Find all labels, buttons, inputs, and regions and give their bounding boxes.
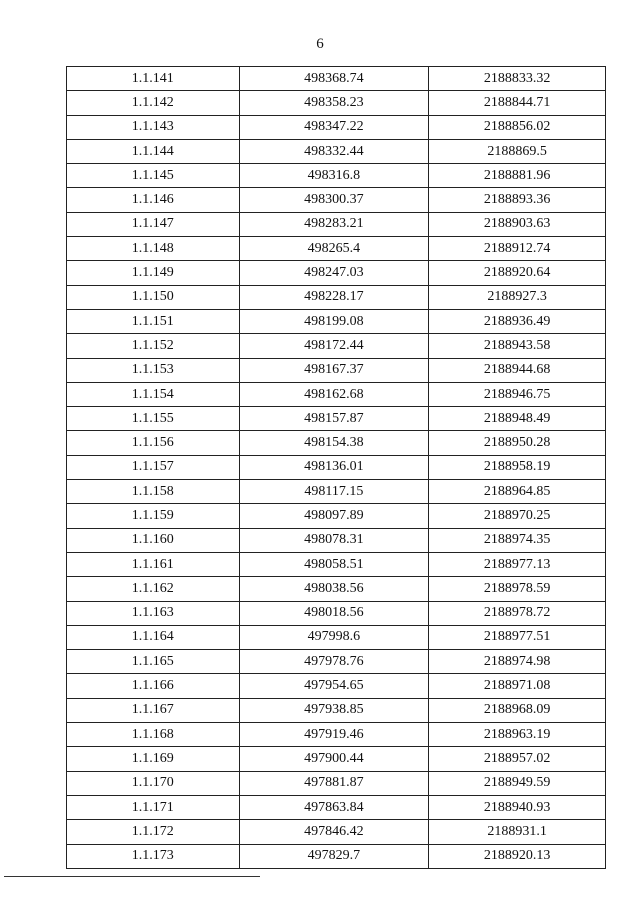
table-row xyxy=(67,188,606,212)
table-row xyxy=(67,67,606,91)
x-coordinate-cell: 498199.08 xyxy=(239,309,429,333)
point-id-cell: 1.1.154 xyxy=(67,382,240,406)
point-id-cell: 1.1.169 xyxy=(67,747,240,771)
x-coordinate-cell: 498347.22 xyxy=(239,115,429,139)
point-id-cell: 1.1.171 xyxy=(67,795,240,819)
point-id-cell: 1.1.157 xyxy=(67,455,240,479)
point-id-cell: 1.1.151 xyxy=(67,309,240,333)
point-id-cell: 1.1.158 xyxy=(67,480,240,504)
x-coordinate-cell: 498078.31 xyxy=(239,528,429,552)
x-coordinate-cell: 497938.85 xyxy=(239,698,429,722)
x-coordinate-cell: 497998.6 xyxy=(239,625,429,649)
point-id-cell: 1.1.147 xyxy=(67,212,240,236)
y-coordinate-cell: 2188974.35 xyxy=(429,528,606,552)
x-coordinate-cell: 498172.44 xyxy=(239,334,429,358)
y-coordinate-cell: 2188912.74 xyxy=(429,237,606,261)
table-row xyxy=(67,577,606,601)
x-coordinate-cell: 498117.15 xyxy=(239,480,429,504)
point-id-cell: 1.1.165 xyxy=(67,650,240,674)
x-coordinate-cell: 497900.44 xyxy=(239,747,429,771)
y-coordinate-cell: 2188977.51 xyxy=(429,625,606,649)
y-coordinate-cell: 2188950.28 xyxy=(429,431,606,455)
x-coordinate-cell: 498136.01 xyxy=(239,455,429,479)
point-id-cell: 1.1.159 xyxy=(67,504,240,528)
point-id-cell: 1.1.148 xyxy=(67,237,240,261)
point-id-cell: 1.1.144 xyxy=(67,139,240,163)
x-coordinate-cell: 498157.87 xyxy=(239,407,429,431)
table-row xyxy=(67,552,606,576)
table-row xyxy=(67,771,606,795)
point-id-cell: 1.1.167 xyxy=(67,698,240,722)
y-coordinate-cell: 2188963.19 xyxy=(429,723,606,747)
table-row xyxy=(67,674,606,698)
y-coordinate-cell: 2188943.58 xyxy=(429,334,606,358)
point-id-cell: 1.1.173 xyxy=(67,844,240,868)
y-coordinate-cell: 2188844.71 xyxy=(429,91,606,115)
y-coordinate-cell: 2188957.02 xyxy=(429,747,606,771)
table-row xyxy=(67,334,606,358)
table-row xyxy=(67,358,606,382)
table-row xyxy=(67,698,606,722)
table-row xyxy=(67,212,606,236)
x-coordinate-cell: 498358.23 xyxy=(239,91,429,115)
table-row xyxy=(67,382,606,406)
y-coordinate-cell: 2188920.64 xyxy=(429,261,606,285)
x-coordinate-cell: 498332.44 xyxy=(239,139,429,163)
table-row xyxy=(67,844,606,868)
x-coordinate-cell: 498058.51 xyxy=(239,552,429,576)
table-row xyxy=(67,139,606,163)
y-coordinate-cell: 2188978.59 xyxy=(429,577,606,601)
x-coordinate-cell: 498018.56 xyxy=(239,601,429,625)
y-coordinate-cell: 2188964.85 xyxy=(429,480,606,504)
x-coordinate-cell: 498265.4 xyxy=(239,237,429,261)
table-row xyxy=(67,285,606,309)
y-coordinate-cell: 2188940.93 xyxy=(429,795,606,819)
table-row xyxy=(67,480,606,504)
x-coordinate-cell: 498300.37 xyxy=(239,188,429,212)
point-id-cell: 1.1.156 xyxy=(67,431,240,455)
table-row xyxy=(67,723,606,747)
y-coordinate-cell: 2188903.63 xyxy=(429,212,606,236)
y-coordinate-cell: 2188927.3 xyxy=(429,285,606,309)
x-coordinate-cell: 498247.03 xyxy=(239,261,429,285)
y-coordinate-cell: 2188856.02 xyxy=(429,115,606,139)
y-coordinate-cell: 2188958.19 xyxy=(429,455,606,479)
table-row xyxy=(67,407,606,431)
point-id-cell: 1.1.152 xyxy=(67,334,240,358)
x-coordinate-cell: 497863.84 xyxy=(239,795,429,819)
point-id-cell: 1.1.164 xyxy=(67,625,240,649)
table-row xyxy=(67,650,606,674)
y-coordinate-cell: 2188974.98 xyxy=(429,650,606,674)
table-row xyxy=(67,455,606,479)
point-id-cell: 1.1.155 xyxy=(67,407,240,431)
point-id-cell: 1.1.141 xyxy=(67,67,240,91)
table-row xyxy=(67,237,606,261)
x-coordinate-cell: 498162.68 xyxy=(239,382,429,406)
y-coordinate-cell: 2188869.5 xyxy=(429,139,606,163)
y-coordinate-cell: 2188971.08 xyxy=(429,674,606,698)
y-coordinate-cell: 2188881.96 xyxy=(429,164,606,188)
x-coordinate-cell: 497881.87 xyxy=(239,771,429,795)
y-coordinate-cell: 2188970.25 xyxy=(429,504,606,528)
point-id-cell: 1.1.161 xyxy=(67,552,240,576)
y-coordinate-cell: 2188833.32 xyxy=(429,67,606,91)
table-row xyxy=(67,601,606,625)
table-row xyxy=(67,820,606,844)
point-id-cell: 1.1.150 xyxy=(67,285,240,309)
table-row xyxy=(67,747,606,771)
point-id-cell: 1.1.163 xyxy=(67,601,240,625)
point-id-cell: 1.1.142 xyxy=(67,91,240,115)
table-row xyxy=(67,625,606,649)
point-id-cell: 1.1.160 xyxy=(67,528,240,552)
x-coordinate-cell: 498316.8 xyxy=(239,164,429,188)
y-coordinate-cell: 2188949.59 xyxy=(429,771,606,795)
y-coordinate-cell: 2188920.13 xyxy=(429,844,606,868)
point-id-cell: 1.1.153 xyxy=(67,358,240,382)
x-coordinate-cell: 498038.56 xyxy=(239,577,429,601)
y-coordinate-cell: 2188946.75 xyxy=(429,382,606,406)
y-coordinate-cell: 2188978.72 xyxy=(429,601,606,625)
page-number: 6 xyxy=(316,36,324,52)
table-row xyxy=(67,528,606,552)
y-coordinate-cell: 2188936.49 xyxy=(429,309,606,333)
x-coordinate-cell: 498154.38 xyxy=(239,431,429,455)
coordinates-table-body xyxy=(67,67,606,869)
point-id-cell: 1.1.166 xyxy=(67,674,240,698)
x-coordinate-cell: 497846.42 xyxy=(239,820,429,844)
table-row xyxy=(67,115,606,139)
x-coordinate-cell: 497919.46 xyxy=(239,723,429,747)
x-coordinate-cell: 497954.65 xyxy=(239,674,429,698)
point-id-cell: 1.1.146 xyxy=(67,188,240,212)
x-coordinate-cell: 498283.21 xyxy=(239,212,429,236)
y-coordinate-cell: 2188944.68 xyxy=(429,358,606,382)
x-coordinate-cell: 498097.89 xyxy=(239,504,429,528)
point-id-cell: 1.1.149 xyxy=(67,261,240,285)
table-row xyxy=(67,91,606,115)
y-coordinate-cell: 2188931.1 xyxy=(429,820,606,844)
y-coordinate-cell: 2188968.09 xyxy=(429,698,606,722)
point-id-cell: 1.1.168 xyxy=(67,723,240,747)
y-coordinate-cell: 2188948.49 xyxy=(429,407,606,431)
table-row xyxy=(67,795,606,819)
x-coordinate-cell: 498228.17 xyxy=(239,285,429,309)
table-row xyxy=(67,431,606,455)
point-id-cell: 1.1.170 xyxy=(67,771,240,795)
y-coordinate-cell: 2188977.13 xyxy=(429,552,606,576)
point-id-cell: 1.1.172 xyxy=(67,820,240,844)
point-id-cell: 1.1.143 xyxy=(67,115,240,139)
x-coordinate-cell: 498368.74 xyxy=(239,67,429,91)
point-id-cell: 1.1.145 xyxy=(67,164,240,188)
footer-rule xyxy=(4,876,260,877)
x-coordinate-cell: 497978.76 xyxy=(239,650,429,674)
x-coordinate-cell: 497829.7 xyxy=(239,844,429,868)
coordinates-table xyxy=(66,66,606,869)
table-row xyxy=(67,504,606,528)
point-id-cell: 1.1.162 xyxy=(67,577,240,601)
x-coordinate-cell: 498167.37 xyxy=(239,358,429,382)
table-row xyxy=(67,164,606,188)
y-coordinate-cell: 2188893.36 xyxy=(429,188,606,212)
table-row xyxy=(67,309,606,333)
table-row xyxy=(67,261,606,285)
